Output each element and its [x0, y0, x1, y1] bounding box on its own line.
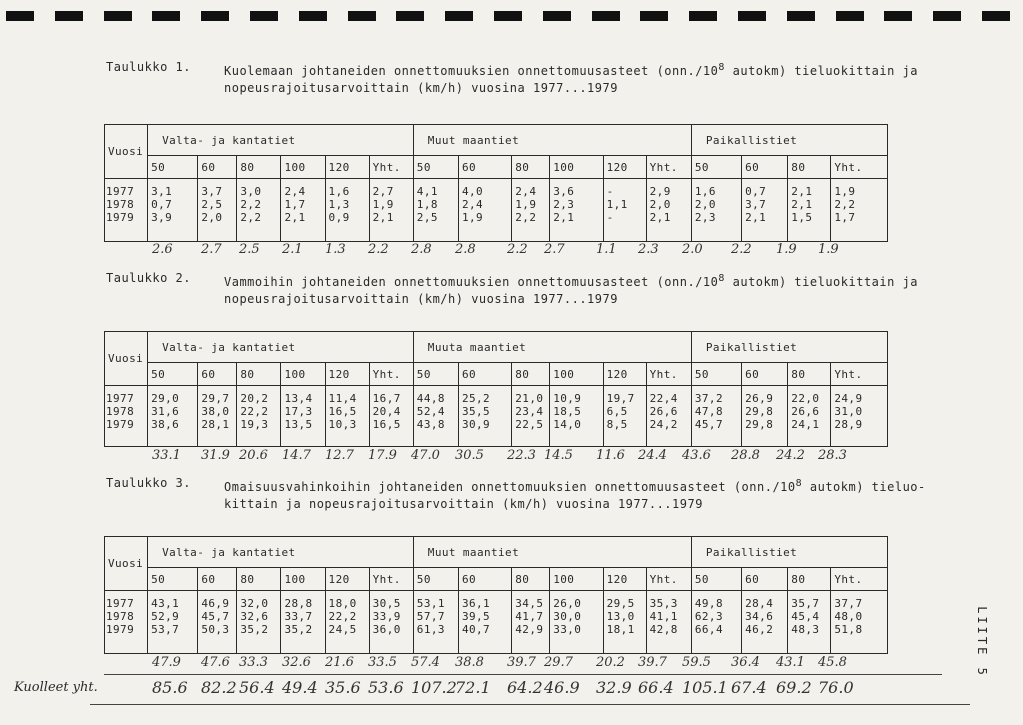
rate-values: 29,7 38,0 28,1: [198, 386, 237, 447]
rate-values: 1,9 2,2 1,7: [831, 179, 888, 242]
handwritten-total: 49.4: [282, 678, 318, 697]
rate-values: 11,4 16,5 10,3: [325, 386, 369, 447]
handwritten-total: 53.6: [368, 678, 404, 697]
rate-values: 43,1 52,9 53,7: [148, 591, 198, 654]
year-values: 1977 1978 1979: [105, 386, 148, 447]
rate-values: 0,7 3,7 2,1: [742, 179, 788, 242]
speed-limit-header: 80: [512, 568, 550, 591]
table-number: Taulukko 1.: [106, 60, 191, 74]
rate-values: 2,9 2,0 2,1: [646, 179, 691, 242]
handwritten-average: 57.4: [411, 655, 440, 670]
handwritten-average: 28.8: [731, 448, 760, 463]
speed-limit-header: 60: [198, 568, 237, 591]
handwritten-average: 2.2: [731, 242, 752, 257]
rate-values: 32,0 32,6 35,2: [237, 591, 281, 654]
road-class-header: Valta- ja kantatiet: [148, 332, 414, 363]
handwritten-average: 33.1: [152, 448, 181, 463]
rate-values: 29,0 31,6 38,6: [148, 386, 198, 447]
speed-limit-header: 50: [691, 568, 741, 591]
table-number: Taulukko 3.: [106, 476, 191, 490]
rate-values: 18,0 22,2 24,5: [325, 591, 369, 654]
border-dash: [884, 11, 912, 21]
rate-values: 44,8 52,4 43,8: [413, 386, 458, 447]
speed-limit-header: 80: [512, 363, 550, 386]
border-dash: [689, 11, 717, 21]
handwritten-average: 2.6: [152, 242, 173, 257]
handwritten-average: 47.9: [152, 655, 181, 670]
table-title: Vammoihin johtaneiden onnettomuuksien onnettomuusasteet ($onn./10^8$ autokm) tieluokittain ja nopeusrajoitusarvoittain (km/h) vuosina 1977...1979: [224, 273, 919, 306]
speed-limit-header: 80: [788, 568, 831, 591]
handwritten-average: 14.5: [544, 448, 573, 463]
handwritten-total: 76.0: [818, 678, 854, 697]
handwritten-total: 107.2: [411, 678, 457, 697]
rate-values: 20,2 22,2 19,3: [237, 386, 281, 447]
speed-limit-header: 60: [742, 363, 788, 386]
data-table-2: [104, 331, 888, 447]
underline-2: [90, 704, 970, 705]
border-dash: [201, 11, 229, 21]
handwritten-signature: Kuolleet yht.: [14, 680, 98, 695]
rate-values: 16,7 20,4 16,5: [369, 386, 413, 447]
road-class-header: Valta- ja kantatiet: [148, 537, 414, 568]
handwritten-average: 21.6: [325, 655, 354, 670]
border-dash: [494, 11, 522, 21]
rate-values: 2,4 1,7 2,1: [281, 179, 325, 242]
border-dash: [55, 11, 83, 21]
border-dash: [250, 11, 278, 21]
underline-1: [104, 674, 942, 675]
data-table-3: [104, 536, 888, 654]
rate-values: 26,9 29,8 29,8: [742, 386, 788, 447]
border-dash: [396, 11, 424, 21]
speed-limit-header: 50: [148, 156, 198, 179]
handwritten-average: 32.6: [282, 655, 311, 670]
road-class-header: Paikallistiet: [691, 125, 887, 156]
speed-limit-header: 50: [691, 363, 741, 386]
handwritten-average: 59.5: [682, 655, 711, 670]
table-caption-3: [106, 475, 926, 515]
speed-limit-header: 60: [198, 363, 237, 386]
handwritten-average: 28.3: [818, 448, 847, 463]
speed-limit-header: 50: [691, 156, 741, 179]
rate-values: 13,4 17,3 13,5: [281, 386, 325, 447]
handwritten-average: 2.2: [507, 242, 528, 257]
handwritten-average: 2.1: [282, 242, 303, 257]
handwritten-average: 47.0: [411, 448, 440, 463]
road-class-header: Valta- ja kantatiet: [148, 125, 414, 156]
year-header: Vuosi: [105, 125, 148, 179]
border-dash: [592, 11, 620, 21]
speed-limit-header: 50: [148, 363, 198, 386]
handwritten-total: 56.4: [239, 678, 275, 697]
speed-limit-header: 80: [237, 363, 281, 386]
handwritten-total: 64.2: [507, 678, 543, 697]
handwritten-average: 38.8: [455, 655, 484, 670]
handwritten-total: 66.4: [638, 678, 674, 697]
rate-values: 49,8 62,3 66,4: [691, 591, 741, 654]
speed-limit-header: 100: [550, 363, 603, 386]
year-header: Vuosi: [105, 537, 148, 591]
rate-values: 26,0 30,0 33,0: [550, 591, 603, 654]
border-dash: [348, 11, 376, 21]
rate-values: 3,7 2,5 2,0: [198, 179, 237, 242]
speed-limit-header: 50: [148, 568, 198, 591]
road-class-header: Muuta maantiet: [413, 332, 691, 363]
rate-values: 53,1 57,7 61,3: [413, 591, 458, 654]
speed-limit-header: Yht.: [831, 568, 888, 591]
rate-values: 3,0 2,2 2,2: [237, 179, 281, 242]
speed-limit-header: 120: [325, 568, 369, 591]
handwritten-total: 67.4: [731, 678, 767, 697]
handwritten-average: 39.7: [507, 655, 536, 670]
speed-limit-header: 120: [325, 363, 369, 386]
speed-limit-header: 60: [198, 156, 237, 179]
handwritten-average: 1.9: [776, 242, 797, 257]
handwritten-average: 29.7: [544, 655, 573, 670]
handwritten-total: 105.1: [682, 678, 728, 697]
year-header: Vuosi: [105, 332, 148, 386]
rate-values: 36,1 39,5 40,7: [458, 591, 511, 654]
handwritten-average: 20.6: [239, 448, 268, 463]
rate-values: 3,6 2,3 2,1: [550, 179, 603, 242]
speed-limit-header: 100: [281, 156, 325, 179]
rate-values: - 1,1 -: [603, 179, 646, 242]
speed-limit-header: 80: [237, 156, 281, 179]
rate-values: 30,5 33,9 36,0: [369, 591, 413, 654]
handwritten-average: 2.0: [682, 242, 703, 257]
rate-values: 25,2 35,5 30,9: [458, 386, 511, 447]
speed-limit-header: 60: [458, 156, 511, 179]
speed-limit-header: 60: [458, 568, 511, 591]
rate-values: 2,1 2,1 1,5: [788, 179, 831, 242]
speed-limit-header: 60: [742, 568, 788, 591]
road-class-header: Paikallistiet: [691, 332, 887, 363]
rate-values: 10,9 18,5 14,0: [550, 386, 603, 447]
border-dash: [982, 11, 1010, 21]
border-dash: [787, 11, 815, 21]
handwritten-average: 1.1: [596, 242, 617, 257]
speed-limit-header: 50: [413, 363, 458, 386]
rate-values: 24,9 31,0 28,9: [831, 386, 888, 447]
handwritten-average: 43.6: [682, 448, 711, 463]
handwritten-average: 39.7: [638, 655, 667, 670]
year-values: 1977 1978 1979: [105, 591, 148, 654]
rate-values: 1,6 1,3 0,9: [325, 179, 369, 242]
table-caption-2: [106, 270, 926, 310]
speed-limit-header: 60: [742, 156, 788, 179]
border-dash: [836, 11, 864, 21]
road-class-header: Paikallistiet: [691, 537, 887, 568]
rate-values: 4,1 1,8 2,5: [413, 179, 458, 242]
speed-limit-header: 80: [788, 363, 831, 386]
handwritten-average: 12.7: [325, 448, 354, 463]
handwritten-average: 24.4: [638, 448, 667, 463]
handwritten-average: 30.5: [455, 448, 484, 463]
handwritten-average: 20.2: [596, 655, 625, 670]
speed-limit-header: Yht.: [831, 363, 888, 386]
speed-limit-header: 120: [603, 156, 646, 179]
border-dash: [738, 11, 766, 21]
handwritten-average: 2.8: [455, 242, 476, 257]
handwritten-average: 14.7: [282, 448, 311, 463]
road-class-header: Muut maantiet: [413, 125, 691, 156]
speed-limit-header: 100: [281, 363, 325, 386]
handwritten-average: 2.7: [201, 242, 222, 257]
rate-values: 1,6 2,0 2,3: [691, 179, 741, 242]
table-number: Taulukko 2.: [106, 271, 191, 285]
handwritten-average: 2.5: [239, 242, 260, 257]
speed-limit-header: 100: [550, 156, 603, 179]
speed-limit-header: 120: [603, 568, 646, 591]
table-title: Kuolemaan johtaneiden onnettomuuksien onnettomuusasteet ($onn./10^8$ autokm) tieluokittain ja nopeusrajoitusarvoittain (km/h) vuosina 1977...1979: [224, 62, 919, 95]
speed-limit-header: 80: [512, 156, 550, 179]
border-dash: [6, 11, 34, 21]
table-title: Omaisuusvahinkoihin johtaneiden onnettomuuksien onnettomuusasteet ($onn./10^8$ autokm) tieluo- kittain ja nopeusrajoitusarvoittain (km/h) vuosina 1977...1979: [224, 478, 926, 511]
handwritten-total: 85.6: [152, 678, 188, 697]
border-dash: [640, 11, 668, 21]
border-dash: [152, 11, 180, 21]
handwritten-average: 33.5: [368, 655, 397, 670]
rate-values: 19,7 6,5 8,5: [603, 386, 646, 447]
handwritten-average: 22.3: [507, 448, 536, 463]
speed-limit-header: 120: [325, 156, 369, 179]
border-dash: [543, 11, 571, 21]
handwritten-average: 33.3: [239, 655, 268, 670]
handwritten-average: 2.3: [638, 242, 659, 257]
table-caption-1: [106, 59, 926, 99]
speed-limit-header: 100: [550, 568, 603, 591]
handwritten-average: 36.4: [731, 655, 760, 670]
handwritten-total: 32.9: [596, 678, 632, 697]
rate-values: 37,2 47,8 45,7: [691, 386, 741, 447]
rate-values: 22,0 26,6 24,1: [788, 386, 831, 447]
border-dash: [933, 11, 961, 21]
handwritten-total: 69.2: [776, 678, 812, 697]
border-dash: [445, 11, 473, 21]
speed-limit-header: 120: [603, 363, 646, 386]
appendix-label: LIITE 5: [975, 606, 989, 678]
speed-limit-header: 60: [458, 363, 511, 386]
rate-values: 46,9 45,7 50,3: [198, 591, 237, 654]
speed-limit-header: Yht.: [831, 156, 888, 179]
rate-values: 21,0 23,4 22,5: [512, 386, 550, 447]
rate-values: 2,4 1,9 2,2: [512, 179, 550, 242]
speed-limit-header: Yht.: [369, 568, 413, 591]
handwritten-average: 17.9: [368, 448, 397, 463]
rate-values: 28,8 33,7 35,2: [281, 591, 325, 654]
speed-limit-header: 50: [413, 568, 458, 591]
handwritten-average: 43.1: [776, 655, 805, 670]
handwritten-total: 82.2: [201, 678, 237, 697]
year-values: 1977 1978 1979: [105, 179, 148, 242]
rate-values: 35,7 45,4 48,3: [788, 591, 831, 654]
speed-limit-header: Yht.: [646, 568, 691, 591]
rate-values: 37,7 48,0 51,8: [831, 591, 888, 654]
speed-limit-header: Yht.: [369, 363, 413, 386]
road-class-header: Muut maantiet: [413, 537, 691, 568]
rate-values: 35,3 41,1 42,8: [646, 591, 691, 654]
speed-limit-header: Yht.: [646, 156, 691, 179]
handwritten-average: 11.6: [596, 448, 625, 463]
speed-limit-header: 80: [788, 156, 831, 179]
speed-limit-header: Yht.: [369, 156, 413, 179]
rate-values: 29,5 13,0 18,1: [603, 591, 646, 654]
handwritten-average: 24.2: [776, 448, 805, 463]
handwritten-average: 47.6: [201, 655, 230, 670]
border-dash: [104, 11, 132, 21]
top-border-pattern: [0, 0, 1023, 26]
handwritten-average: 2.8: [411, 242, 432, 257]
rate-values: 34,5 41,7 42,9: [512, 591, 550, 654]
rate-values: 2,7 1,9 2,1: [369, 179, 413, 242]
rate-values: 28,4 34,6 46,2: [742, 591, 788, 654]
handwritten-total: 46.9: [544, 678, 580, 697]
speed-limit-header: 50: [413, 156, 458, 179]
border-dash: [299, 11, 327, 21]
handwritten-average: 31.9: [201, 448, 230, 463]
handwritten-average: 2.2: [368, 242, 389, 257]
rate-values: 4,0 2,4 1,9: [458, 179, 511, 242]
speed-limit-header: 100: [281, 568, 325, 591]
speed-limit-header: Yht.: [646, 363, 691, 386]
handwritten-average: 1.3: [325, 242, 346, 257]
rate-values: 22,4 26,6 24,2: [646, 386, 691, 447]
handwritten-total: 35.6: [325, 678, 361, 697]
speed-limit-header: 80: [237, 568, 281, 591]
handwritten-average: 45.8: [818, 655, 847, 670]
handwritten-average: 2.7: [544, 242, 565, 257]
handwritten-total: 72.1: [455, 678, 491, 697]
data-table-1: [104, 124, 888, 242]
rate-values: 3,1 0,7 3,9: [148, 179, 198, 242]
handwritten-average: 1.9: [818, 242, 839, 257]
